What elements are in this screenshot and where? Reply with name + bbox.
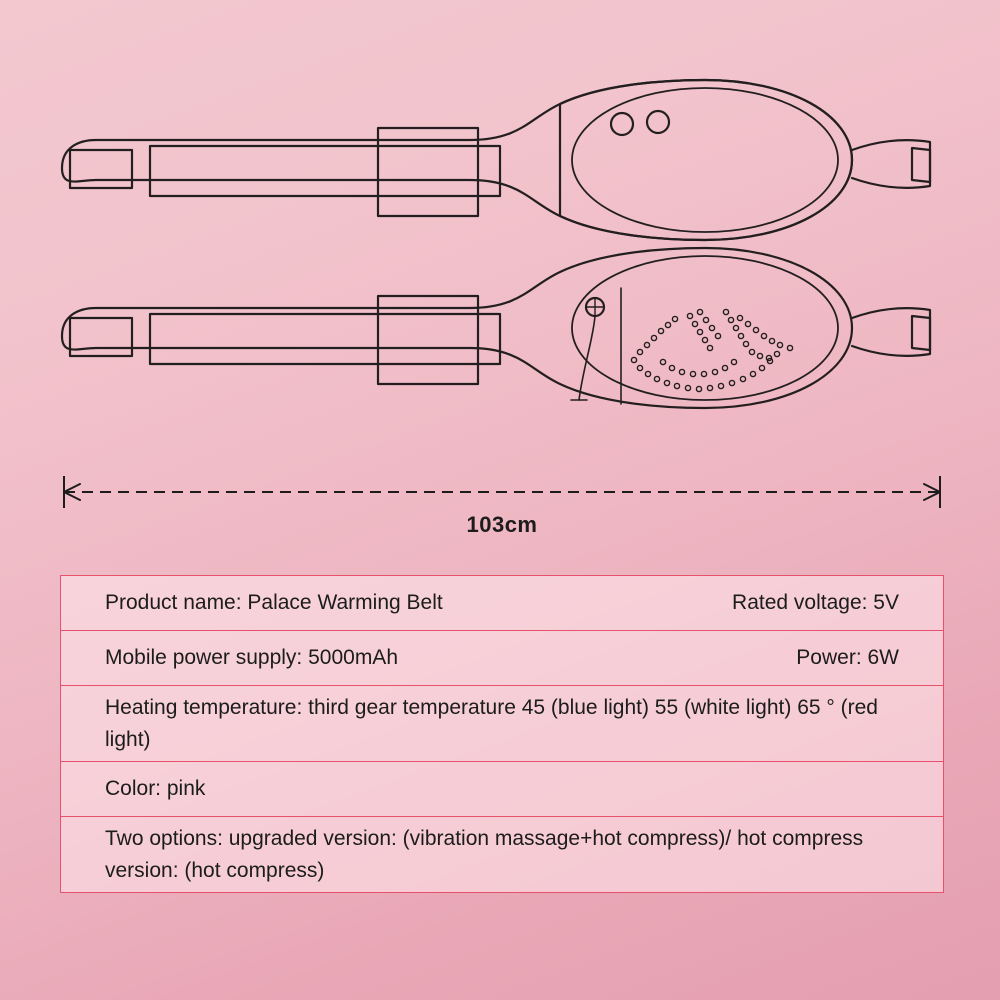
product-diagram xyxy=(0,0,1000,470)
spec-product-name: Product name: Palace Warming Belt xyxy=(105,591,443,615)
control-button-2 xyxy=(647,111,669,133)
belt-back-view xyxy=(62,248,930,408)
length-label: 103cm xyxy=(466,512,538,537)
spec-heating-temperature: Heating temperature: third gear temperature 45 (blue light) 55 (white light) 65 ° (red light) xyxy=(105,696,878,751)
table-row xyxy=(61,576,943,631)
spec-power-supply: Mobile power supply: 5000mAh xyxy=(105,646,398,670)
table-row xyxy=(61,631,943,686)
specification-table xyxy=(60,575,944,893)
control-button-1 xyxy=(611,113,633,135)
table-row xyxy=(61,762,943,817)
table-row xyxy=(61,817,943,892)
spec-power: Power: 6W xyxy=(796,646,899,670)
spec-rated-voltage: Rated voltage: 5V xyxy=(732,591,899,615)
power-cable-icon xyxy=(571,298,604,400)
belt-front-view xyxy=(62,80,930,240)
length-measurement xyxy=(60,470,944,550)
table-row xyxy=(61,686,943,762)
spec-color: Color: pink xyxy=(105,777,206,801)
heating-pattern xyxy=(631,309,792,391)
spec-options: Two options: upgraded version: (vibration massage+hot compress)/ hot compress version: (hot compress) xyxy=(105,827,864,882)
